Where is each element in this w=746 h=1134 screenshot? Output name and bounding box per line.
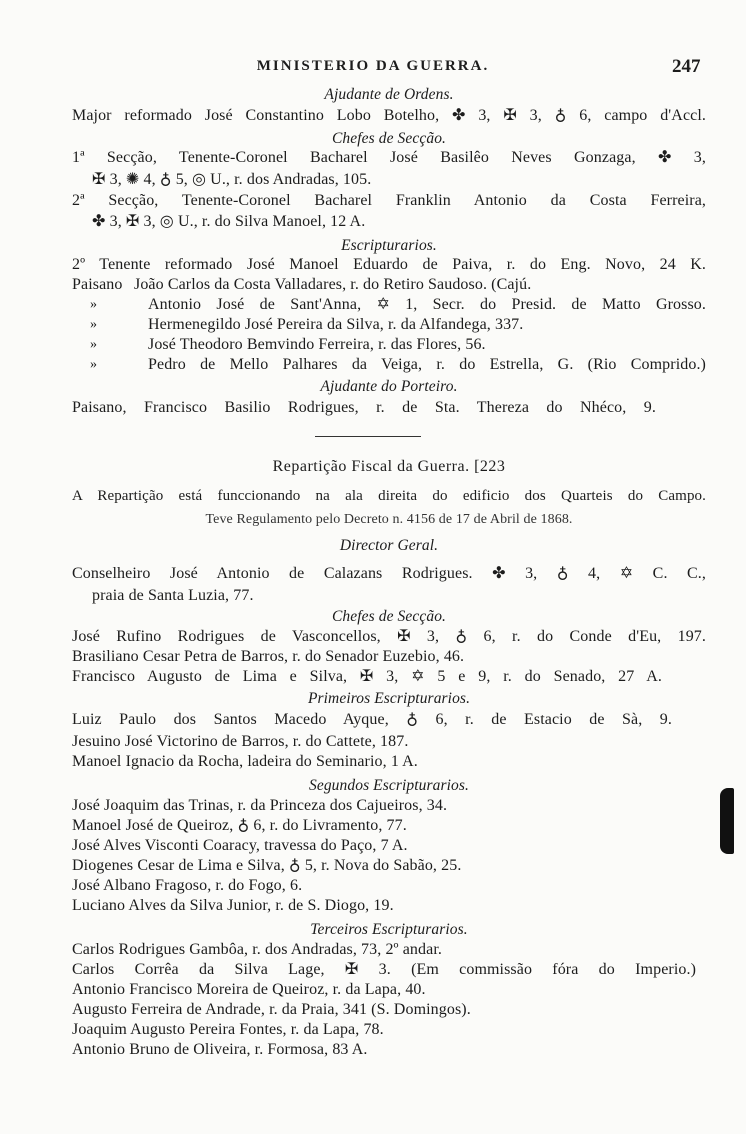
section-heading: Segundos Escripturarios. bbox=[309, 777, 469, 794]
entry: 1ª Secção, Tenente-Coronel Bacharel José Basilêo Neves Gonzaga, ✤ 3, bbox=[72, 149, 706, 166]
rank-label: Paisano bbox=[72, 276, 123, 293]
entry: Pedro de Mello Palhares da Veiga, r. do Estrella, G. (Rio Comprido.) bbox=[148, 356, 706, 373]
section-heading: Director Geral. bbox=[339, 537, 439, 554]
entry: Luciano Alves da Silva Junior, r. de S. Diogo, 19. bbox=[72, 897, 394, 914]
entry: Joaquim Augusto Pereira Fontes, r. da Lapa, 78. bbox=[72, 1021, 384, 1038]
entry: José Albano Fragoso, r. do Fogo, 6. bbox=[72, 877, 303, 894]
department-title: Repartição Fiscal da Guerra. [223 bbox=[272, 458, 506, 475]
entry: Antonio Francisco Moreira de Queiroz, r. da Lapa, 40. bbox=[72, 981, 426, 998]
running-header: MINISTERIO DA GUERRA. bbox=[256, 58, 490, 74]
entry: Carlos Corrêa da Silva Lage, ✠ 3. (Em commissão fóra do Imperio.) bbox=[72, 961, 696, 978]
entry: João Carlos da Costa Valladares, r. do Retiro Saudoso. (Cajú. bbox=[134, 276, 532, 293]
entry: José Joaquim das Trinas, r. da Princeza dos Cajueiros, 34. bbox=[72, 797, 448, 814]
entry: 2º Tenente reformado José Manoel Eduardo de Paiva, r. do Eng. Novo, 24 K. bbox=[72, 256, 706, 273]
entry-continuation: ✠ 3, ✺ 4, ♁ 5, ◎ U., r. dos Andradas, 105. bbox=[92, 171, 372, 188]
section-heading: Chefes de Secção. bbox=[331, 130, 447, 147]
decree-text: Teve Regulamento pelo Decreto n. 4156 de 17 de Abril de 1868. bbox=[205, 512, 573, 527]
entry: Paisano, Francisco Basilio Rodrigues, r. de Sta. Thereza do Nhéco, 9. bbox=[72, 399, 656, 416]
ink-blot bbox=[720, 788, 734, 854]
entry: 2ª Secção, Tenente-Coronel Bacharel Franklin Antonio da Costa Ferreira, bbox=[72, 192, 706, 209]
entry: Carlos Rodrigues Gambôa, r. dos Andradas, 73, 2º andar. bbox=[72, 941, 442, 958]
section-heading: Ajudante de Ordens. bbox=[324, 86, 454, 103]
entry: José Alves Visconti Coaracy, travessa do Paço, 7 A. bbox=[72, 837, 408, 854]
section-heading: Chefes de Secção. bbox=[331, 608, 447, 625]
page-number: 247 bbox=[672, 56, 701, 77]
ditto-mark: » bbox=[90, 317, 97, 332]
entry: José Rufino Rodrigues de Vasconcellos, ✠ 3, ♁ 6, r. do Conde d'Eu, 197. bbox=[72, 628, 706, 645]
section-heading: Terceiros Escripturarios. bbox=[310, 921, 468, 938]
ditto-mark: » bbox=[90, 337, 97, 352]
entry: Antonio José de Sant'Anna, ✡ 1, Secr. do Presid. de Matto Grosso. bbox=[148, 296, 706, 313]
entry: Luiz Paulo dos Santos Macedo Ayque, ♁ 6, r. de Estacio de Sà, 9. bbox=[72, 711, 672, 728]
section-heading: Ajudante do Porteiro. bbox=[320, 378, 458, 395]
entry: Brasiliano Cesar Petra de Barros, r. do Senador Euzebio, 46. bbox=[72, 648, 465, 665]
entry: Major reformado José Constantino Lobo Botelho, ✤ 3, ✠ 3, ♁ 6, campo d'Accl. bbox=[72, 107, 706, 124]
section-heading: Escripturarios. bbox=[341, 237, 437, 254]
entry-continuation: ✤ 3, ✠ 3, ◎ U., r. do Silva Manoel, 12 A. bbox=[92, 213, 366, 230]
entry: Manoel José de Queiroz, ♁ 6, r. do Livramento, 77. bbox=[72, 817, 407, 834]
entry: Francisco Augusto de Lima e Silva, ✠ 3, ✡ 5 e 9, r. do Senado, 27 A. bbox=[72, 668, 662, 685]
entry-continuation: praia de Santa Luzia, 77. bbox=[92, 587, 254, 604]
entry: Conselheiro José Antonio de Calazans Rodrigues. ✤ 3, ♁ 4, ✡ C. C., bbox=[72, 565, 706, 582]
entry: Augusto Ferreira de Andrade, r. da Praia, 341 (S. Domingos). bbox=[72, 1001, 471, 1018]
section-heading: Primeiros Escripturarios. bbox=[307, 690, 471, 707]
entry: José Theodoro Bemvindo Ferreira, r. das Flores, 56. bbox=[148, 336, 486, 353]
ditto-mark: » bbox=[90, 297, 97, 312]
divider-rule bbox=[315, 436, 421, 437]
entry: Antonio Bruno de Oliveira, r. Formosa, 83 A. bbox=[72, 1041, 368, 1058]
entry: Manoel Ignacio da Rocha, ladeira do Seminario, 1 A. bbox=[72, 753, 418, 770]
ditto-mark: » bbox=[90, 357, 97, 372]
entry: Diogenes Cesar de Lima e Silva, ♁ 5, r. Nova do Sabão, 25. bbox=[72, 857, 462, 874]
entry: Hermenegildo José Pereira da Silva, r. da Alfandega, 337. bbox=[148, 316, 524, 333]
intro-text: A Repartição está funccionando na ala direita do edificio dos Quarteis do Campo. bbox=[72, 488, 706, 504]
entry: Jesuino José Victorino de Barros, r. do Cattete, 187. bbox=[72, 733, 409, 750]
